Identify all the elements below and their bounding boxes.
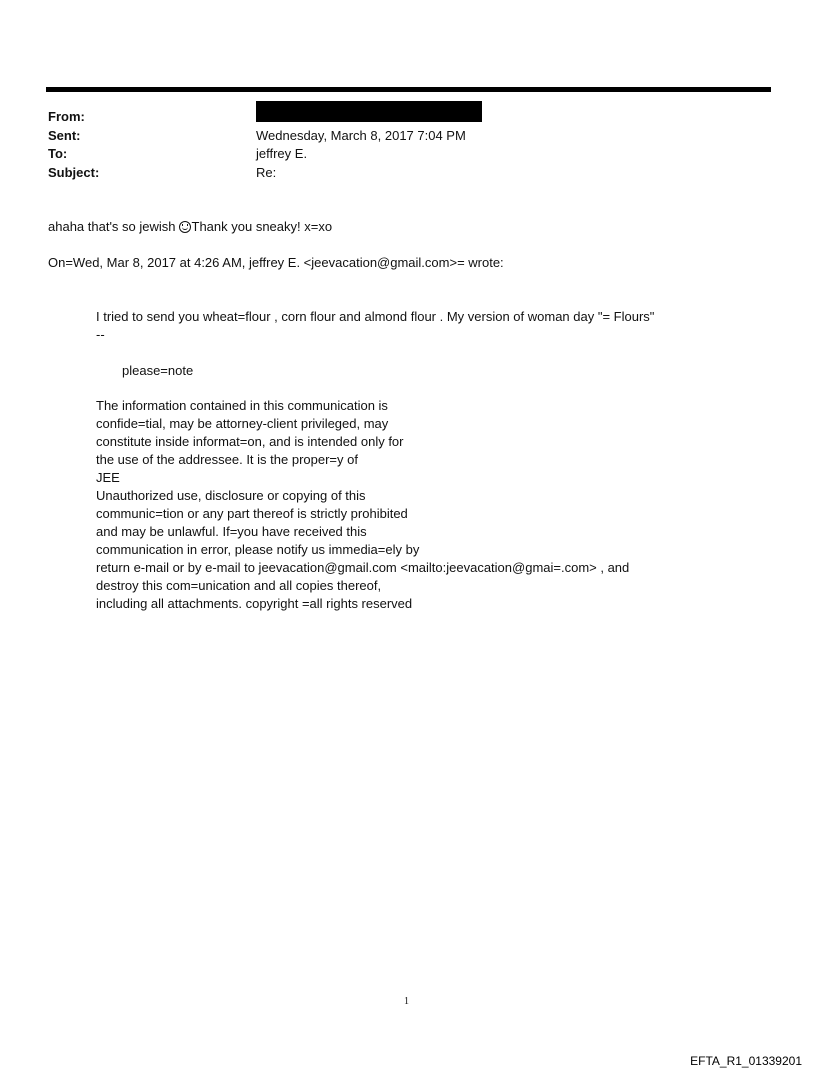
from-label: From:: [48, 109, 85, 124]
quoted-line: I tried to send you wheat=flour , corn flour and almond flour . My version of woman day "= Flours": [96, 309, 655, 324]
disclaimer-line: the use of the addressee. It is the proper=y of: [96, 452, 358, 467]
disclaimer-line: including all attachments. copyright =all rights reserved: [96, 596, 413, 611]
disclaimer-line: return e-mail or by e-mail to jeevacation@gmail.com <mailto:jeevacation@gmai=.com> , and: [96, 560, 630, 575]
subject-value: Re:: [256, 164, 277, 180]
signature-separator: --: [96, 327, 105, 342]
disclaimer-line: confide=tial, may be attorney-client privileged, may: [96, 416, 389, 431]
redacted-sender: [256, 101, 482, 122]
reply-text: [48, 218, 332, 236]
disclaimer-line: and may be unlawful. If=you have received this: [96, 524, 367, 539]
email-header: [48, 108, 648, 182]
disclaimer-line: communication in error, please notify us immedia=ely by: [96, 542, 420, 557]
disclaimer-line: destroy this com=unication and all copies thereof,: [96, 578, 382, 593]
quote-header: On=Wed, Mar 8, 2017 at 4:26 AM, jeffrey E. <jeevacation@gmail.com>= wrote:: [48, 255, 504, 270]
disclaimer-line: Unauthorized use, disclosure or copying of this: [96, 488, 366, 503]
from-row: [48, 108, 648, 127]
to-label: To:: [48, 146, 68, 161]
disclaimer-line: JEE: [96, 470, 120, 485]
document-id: EFTA_R1_01339201: [690, 1054, 802, 1068]
disclaimer-line: The information contained in this communication is: [96, 398, 388, 413]
please-note: please=note: [122, 363, 194, 378]
to-value: jeffrey E.: [256, 146, 308, 161]
disclaimer: [96, 397, 629, 613]
disclaimer-line: communic=tion or any part thereof is strictly prohibited: [96, 506, 408, 521]
header-rule: [46, 87, 771, 92]
sent-label: Sent:: [48, 127, 81, 143]
reply-text-start: ahaha that's so jewish: [48, 219, 176, 234]
sent-value: Wednesday, March 8, 2017 7:04 PM: [256, 127, 466, 143]
page-number: 1: [404, 996, 409, 1007]
subject-row: [48, 164, 648, 183]
subject-label: Subject:: [48, 164, 100, 180]
smiley-face-icon: [179, 221, 191, 233]
sent-row: [48, 127, 648, 146]
to-row: [48, 145, 648, 164]
disclaimer-line: constitute inside informat=on, and is intended only for: [96, 434, 404, 449]
reply-text-end: Thank you sneaky! x=xo: [191, 219, 333, 234]
